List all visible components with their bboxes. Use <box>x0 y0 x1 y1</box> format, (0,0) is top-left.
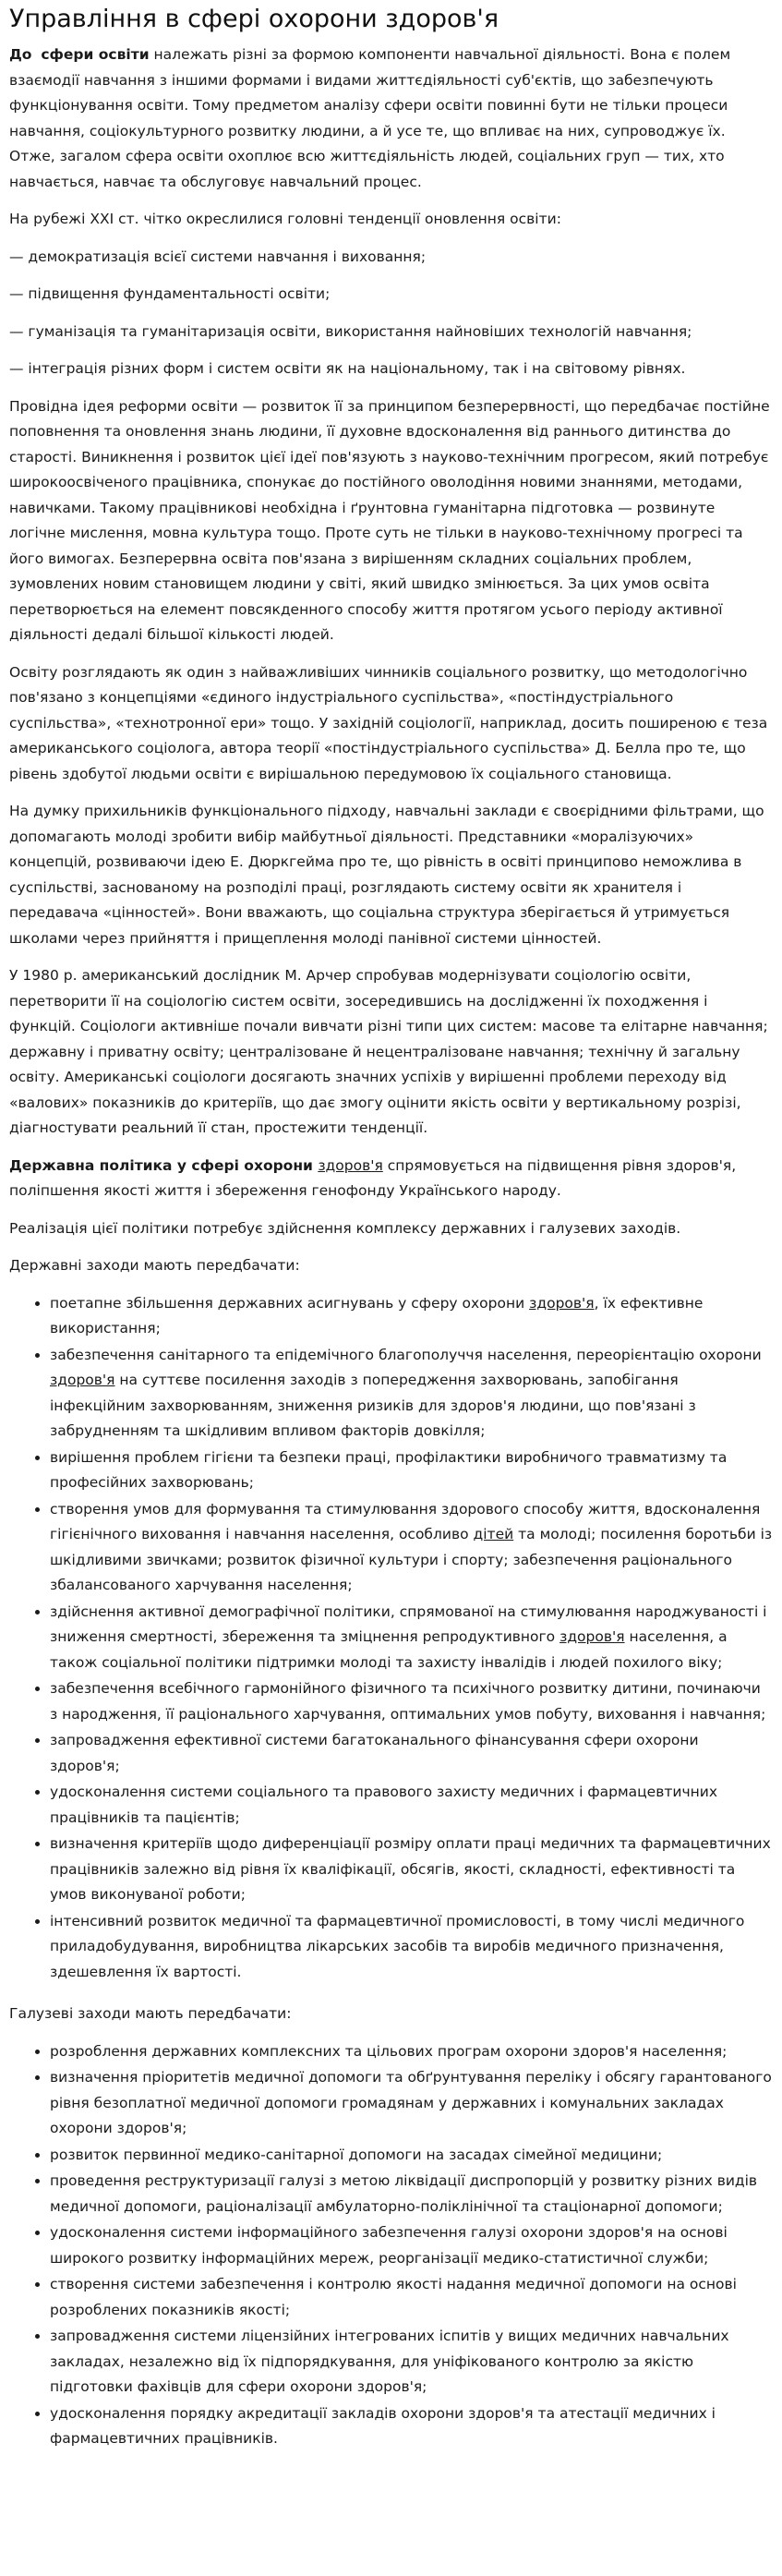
trend-item: — гуманізація та гуманітаризація освіти, використання найновіших технологій навчання; <box>9 322 692 340</box>
intro-bold-b: сфери освіти <box>41 46 150 63</box>
list-item: • проведення реструктуризації галузі з метою ліквідації диспропорцій у розвитку різних видів медичної допомоги, раціоналізації амбулаторно-поліклінічної та стаціонарної допомоги; <box>50 2169 773 2219</box>
functional-approach-paragraph: На думку прихильників функціонального підходу, навчальні заклади є своєрідними фільтрами, що допомагають молоді зробити вибір майбутньої діяльності. Представники «моралізуючих» концепцій, розвиваючи ідею Е. Дюркгейма про те, що рівність в освіті принципово неможлива в суспільстві, заснованому на розподілі праці, розглядають систему освіти як хранителя і передавача «цінностей». Вони вважають, що соціальна структура зберігається й утримується школами через прийняття і прищеплення молоді панівної системи цінностей. <box>9 803 764 947</box>
list-item: • поетапне збільшення державних асигнувань у сферу охорони здоров'я, їх ефективне використання; <box>50 1291 773 1342</box>
intro-paragraph <box>9 42 773 195</box>
list-item: • визначення критеріїв щодо диференціації розміру оплати праці медичних та фармацевтичних працівників залежно від рівня їх кваліфікації, обсягів, якості, складності, ефективності та умов виконуваної роботи; <box>50 1832 773 1908</box>
list-item: • розвиток первинної медико-санітарної допомоги на засадах сімейної медицини; <box>50 2143 773 2169</box>
list-item: • визначення пріоритетів медичної допомоги та обґрунтування переліку і обсягу гарантованого рівня безоплатної медичної допомоги громадянам у державних і комунальних закладах охорони здоров'я; <box>50 2065 773 2142</box>
reform-idea-paragraph: Провідна ідея реформи освіти — розвиток її за принципом безперервності, що передбачає постійне поповнення та оновлення знань людини, її духовне вдосконалення від раннього дитинства до старості. Виникнення і розвиток цієї ідеї пов'язують з науково-технічним прогресом, який потребує широкоосвіченого працівника, спонукає до постійного оволодіння новими знаннями, методами, навичками. Такому працівникові необхідна і ґрунтовна гуманітарна підготовка — розвинуте логічне мислення, мовна культура тощо. Проте суть не тільки в науково-технічному прогресі та його вимогах. Безперервна освіта пов'язана з вирішенням складних соціальних проблем, зумовлених новим становищем людини у світі, який швидко змінюється. За цих умов освіта перетворюється на елемент повсякденного способу життя протягом усього періоду активної діяльності дедалі більшої кількості людей. <box>9 397 770 643</box>
trend-item: — демократизація всієї системи навчання і виховання; <box>9 248 427 265</box>
list-item: • удосконалення системи інформаційного забезпечення галузі охорони здоров'я на основі широкого розвитку інформаційних мереж, реорганізації медико-статистичної служби; <box>50 2220 773 2271</box>
health-link[interactable]: здоров'я <box>50 1372 115 1388</box>
list-item: • створення системи забезпечення і контролю якості надання медичної допомоги на основі розроблених показників якості; <box>50 2272 773 2323</box>
page-title: Управління в сфері охорони здоров'я <box>9 5 499 33</box>
branch-measures-heading: Галузеві заходи мають передбачати: <box>9 2005 292 2022</box>
trend-item: — підвищення фундаментальності освіти; <box>9 285 331 302</box>
intro-bold-a: До <box>9 46 32 63</box>
education-factor-paragraph: Освіту розглядають як один з найважливіших чинників соціального розвитку, що методологічно пов'язано з концепціями «єдиного індустріального суспільства», «постіндустріального суспільства», «технотронної ери» тощо. У західній соціології, наприклад, досить поширеною є теза американського соціолога, автора теорії «постіндустріального суспільства» Д. Белла про те, що рівень здобутої людьми освіти є вирішальною передумовою їх соціального становища. <box>9 663 768 782</box>
list-item: • забезпечення санітарного та епідемічного благополуччя населення, переорієнтацію охорони здоров'я на суттєве посилення заходів з попередження захворювань, запобігання інфекційним захворюванням, зниження ризиків для здоров'я людини, що пов'язані з забрудненням та шкідливим впливом факторів довкілля; <box>50 1343 773 1445</box>
list-item: • здійснення активної демографічної політики, спрямованої на стимулювання народжуваності і зниження смертності, збереження та зміцнення репродуктивного здоров'я населення, а також соціальної політики підтримки молоді та захисту інвалідів і людей похилого віку; <box>50 1600 773 1676</box>
policy-text: спрямовується на підвищення рівня здоров'я, поліпшення якості життя і збереження генофонду Українського народу. <box>9 1156 737 1199</box>
policy-bold: Державна політика у сфері охорони <box>9 1156 319 1174</box>
state-measures-heading: Державні заходи мають передбачати: <box>9 1257 300 1274</box>
list-item: • розроблення державних комплексних та цільових програм охорони здоров'я населення; <box>50 2039 773 2065</box>
list-item: • запровадження системи ліцензійних інтегрованих іспитів у вищих медичних навчальних закладах, незалежно від їх підпорядкування, для уніфікованого контролю за якістю підготовки фахівців для сфери охорони здоров'я; <box>50 2324 773 2401</box>
list-item: • удосконалення системи соціального та правового захисту медичних і фармацевтичних працівників та пацієнтів; <box>50 1780 773 1831</box>
health-link[interactable]: здоров'я <box>529 1294 595 1312</box>
health-link[interactable]: здоров'я <box>318 1156 383 1174</box>
archer-paragraph: У 1980 р. американський дослідник М. Арчер спробував модернізувати соціологію освіти, перетворити її на соціологію систем освіти, зосередившись на дослідженні їх походження і функцій. Соціологи активніше почали вивчати різні типи цих систем: масове та елітарне навчання; державну і приватну освіту; централізоване й нецентралізоване навчання; технічну й загальну освіту. Американські соціологи досягають значних успіхів у вирішенні проблеми переходу від «валових» показників до критеріїв, що дає змогу оцінити якість освіти у вертикальному розрізі, діагностувати реальний її стан, простежити тенденції. <box>9 967 768 1136</box>
children-link[interactable]: дітей <box>473 1526 514 1542</box>
list-item: • інтенсивний розвиток медичної та фармацевтичної промисловості, в тому числі медичного приладобудування, виробництва лікарських засобів та виробів медичного призначення, здешевлення їх вартості. <box>50 1909 773 1986</box>
realization-paragraph: Реалізація цієї політики потребує здійснення комплексу державних і галузевих заходів. <box>9 1219 681 1237</box>
list-item: • вирішення проблем гігієни та безпеки праці, профілактики виробничого травматизму та професійних захворювань; <box>50 1445 773 1496</box>
intro-text: належать різні за формою компоненти навчальної діяльності. Вона є полем взаємодії навчання з іншими формами і видами життєдіяльності суб'єктів, що забезпечують функціонування освіти. Тому предметом аналізу сфери освіти повинні бути не тільки процеси навчання, соціокультурного розвитку людини, а й усе те, що впливає на них, супроводжує їх. Отже, загалом сфера освіти охоплює всю життєдіяльність людей, соціальних груп — тих, хто навчається, навчає та обслуговує навчальний процес. <box>9 46 731 190</box>
list-item: • забезпечення всебічного гармонійного фізичного та психічного розвитку дитини, починаючи з народження, її раціонального харчування, оптимальних умов побуту, виховання і навчання; <box>50 1676 773 1727</box>
trends-intro: На рубежі XXI ст. чітко окреслилися головні тенденції оновлення освіти: <box>9 211 561 227</box>
branch-measures-list <box>9 2039 773 2452</box>
list-item: • створення умов для формування та стимулювання здорового способу життя, вдосконалення гігієнічного виховання і навчання населення, особливо дітей та молоді; посилення боротьби із шкідливими звичками; розвиток фізичної культури і спорту; забезпечення раціонального збалансованого харчування населення; <box>50 1497 773 1599</box>
list-item: • удосконалення порядку акредитації закладів охорони здоров'я та атестації медичних і фармацевтичних працівників. <box>50 2401 773 2452</box>
state-policy-paragraph <box>9 1154 773 1204</box>
state-measures-list <box>9 1291 773 1986</box>
trend-item: — інтеграція різних форм і систем освіти як на національному, так і на світовому рівнях. <box>9 360 686 377</box>
list-item: • запровадження ефективної системи багатоканального фінансування сфери охорони здоров'я; <box>50 1728 773 1779</box>
health-link[interactable]: здоров'я <box>559 1628 625 1645</box>
